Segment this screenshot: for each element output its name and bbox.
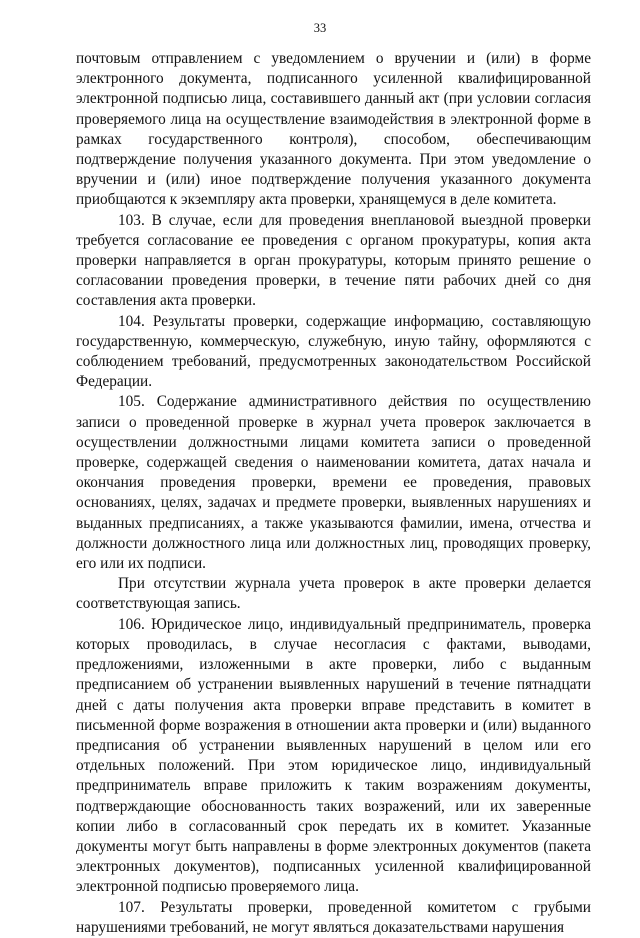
document-body <box>76 49 591 938</box>
paragraph-107: 107. Результаты проверки, проведенной комитетом с грубыми нарушениями требований, не могут являться доказательствами нарушения <box>76 898 591 936</box>
paragraph-105-note: При отсутствии журнала учета проверок в акте проверки делается соответствующая запись. <box>76 575 591 613</box>
paragraph-104: 104. Результаты проверки, содержащие информацию, составляющую государственную, коммерческую, служебную, иную тайну, оформляются с соблюдением требований, предусмотренных законодательством Российской Федерации. <box>76 312 591 391</box>
paragraph-continuation: почтовым отправлением с уведомлением о вручении и (или) в форме электронного документа, подписанного усиленной квалифицированной электронной подписью лица, составившего данный акт (при условии согласия проверяемого лица на осуществление взаимодействия в электронной форме в рамках государственного контроля), способом, обеспечивающим подтверждение получения указанного документа. При этом уведомление о вручении и (или) иное подтверждение получения указанного документа приобщаются к экземпляру акта проверки, хранящемуся в деле комитета. <box>76 50 591 209</box>
paragraph-105: 105. Содержание административного действия по осуществлению записи о проведенной проверке в журнал учета проверок заключается в осуществлении должностными лицами комитета записи о проведенной проверке, содержащей сведения о наименовании комитета, датах начала и окончания проведения проверки, времени ее проведения, правовых основаниях, целях, задачах и предмете проверки, выявленных нарушениях и выданных предписаниях, а также указываются фамилии, имена, отчества и должности должностного лица или должностных лиц, проводящих проверку, его или их подписи. <box>76 393 591 573</box>
page-number: 33 <box>313 21 327 35</box>
paragraph-106: 106. Юридическое лицо, индивидуальный предприниматель, проверка которых проводилась, в случае несогласия с фактами, выводами, предложениями, изложенными в акте проверки, либо с выданным предписанием об устранении выявленных нарушений в течение пятнадцати дней с даты получения акта проверки вправе представить в комитет в письменной форме возражения в отношении акта проверки и (или) выданного предписания об устранении выявленных нарушений в целом или его отдельных положений. При этом юридическое лицо, индивидуальный предприниматель вправе приложить к таким возражениям документы, подтверждающие обоснованность таких возражений, или их заверенные копии либо в согласованный срок передать их в комитет. Указанные документы могут быть направлены в форме электронных документов (пакета электронных документов), подписанных усиленной квалифицированной электронной подписью проверяемого лица. <box>76 615 591 896</box>
paragraph-103: 103. В случае, если для проведения внеплановой выездной проверки требуется согласование ее проведения с органом прокуратуры, копия акта проверки направляется в орган прокуратуры, которым принято решение о согласовании проведения проверки, в течение пяти рабочих дней со дня составления акта проверки. <box>76 211 591 310</box>
